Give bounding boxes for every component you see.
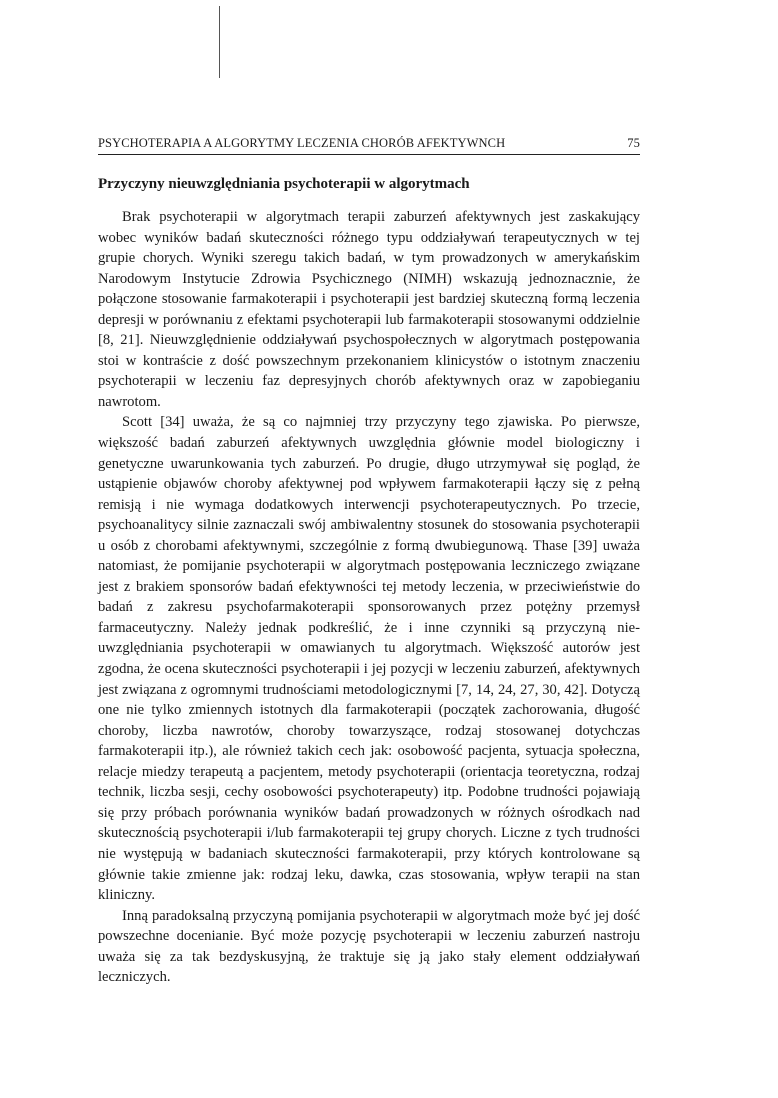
paragraph-1: Brak psychoterapii w algorytmach terapii zaburzeń afektywnych jest zaskakujący wobec wyników badań skuteczności różnego typu oddziaływań terapeutycznych w tej grupie chorych. Wyniki szeregu takich badań, w tym prowadzonych w amerykańskim Narodowym Instytucie Zdrowia Psychicznego (NIMH) wskazują jednoznacznie, że połączone stosowanie farmakoterapii i psychoterapii jest bardziej skuteczną formą leczenia depresji w porównaniu z efektami psychoterapii lub farmakoterapii stosowanymi oddzielnie [8, 21]. Nieuwzględnienie oddziaływań psychospołecznych w algorytmach postępowania stoi w kontraście z dość powszechnym przekonaniem klinicystów o istotnym znaczeniu psychoterapii w leczeniu faz depresyjnych chorób afektywnych oraz w zapobieganiu nawrotom. [98,209,640,410]
gutter-line [219,6,220,78]
paragraph-3: Inną paradoksalną przyczyną pomijania psychoterapii w algorytmach może być jej dość powszechne docenianie. Być może pozycję psychoterapii w leczeniu zaburzeń nastroju uważa się za tak bezdyskusyjną, że traktuje się ją jako stały element oddziaływań leczniczych. [98,907,640,986]
page-number: 75 [627,136,640,150]
paragraph-2: Scott [34] uważa, że są co najmniej trzy przyczyny tego zjawiska. Po pierwsze, większość badań zaburzeń afektywnych uwzględnia głównie model biologiczny i genetyczne uwarunkowania tych zaburzeń. Po drugie, długo utrzymywał się pogląd, że ustąpienie objawów choroby afektywnej pod wpływem farmakoterapii łączy się z pełną remisją i nie wymaga dodatkowych interwencji psychoterapeutycznych. Po trzecie, psychoanalitycy silnie zaznaczali swój ambiwalentny stosunek do stosowania psychoterapii u osób z chorobami afektywnymi, szczególnie z formą dwubiegunową. Thase [39] uważa natomiast, że pomijanie psychoterapii w algorytmach postępowania leczniczego związane jest z brakiem sponsorów badań efektywności tej metody leczenia, w przeciwieństwie do badań z zakresu psychofarmakoterapii sponsorowanych przez potężny przemysł farmaceutyczny. Należy jednak podkreślić, że i inne czynniki są przyczyną nieuwzględniania psychoterapii w omawianych tu algorytmach. Większość autorów jest zgodna, że ocena skuteczności psychoterapii i jej pozycji w leczeniu zaburzeń, afektywnych jest związana z ogromnymi trudnościami metodologicznymi [7, 14, 24, 27, 30, 42]. Dotyczą one nie tylko zmiennych istotnych dla farmakoterapii (początek zachorowania, długość choroby, liczba nawrotów, choroby towarzyszące, rodzaj stosowanej dotychczas farmakoterapii itp.), ale również takich cech jak: osobowość pacjenta, sytuacja społeczna, relacje miedzy terapeutą a pacjentem, metody psychoterapii (orientacja teoretyczna, rodzaj technik, liczba sesji, cechy osobowości psychoterapeuty) itp. Podobne trudności pojawiają się przy próbach porównania wyników badań prowadzonych w różnych ośrodkach nad skutecznością psychoterapii i/lub farmakoterapii tej grupy chorych. Liczne z tych trudności nie występują w badaniach skuteczności farmakoterapii, przy których kontrolowane są głównie takie zmienne jak: rodzaj leku, dawka, czas stosowania, wpływ terapii na stan kliniczny. [98,414,640,904]
running-head-title: PSYCHOTERAPIA A ALGORYTMY LECZENIA CHORÓB AFEKTYWNCH [98,136,506,150]
running-head [98,136,640,155]
section-heading: Przyczyny nieuwzględniania psychoterapii w algorytmach [98,176,470,192]
body-text [98,207,640,988]
